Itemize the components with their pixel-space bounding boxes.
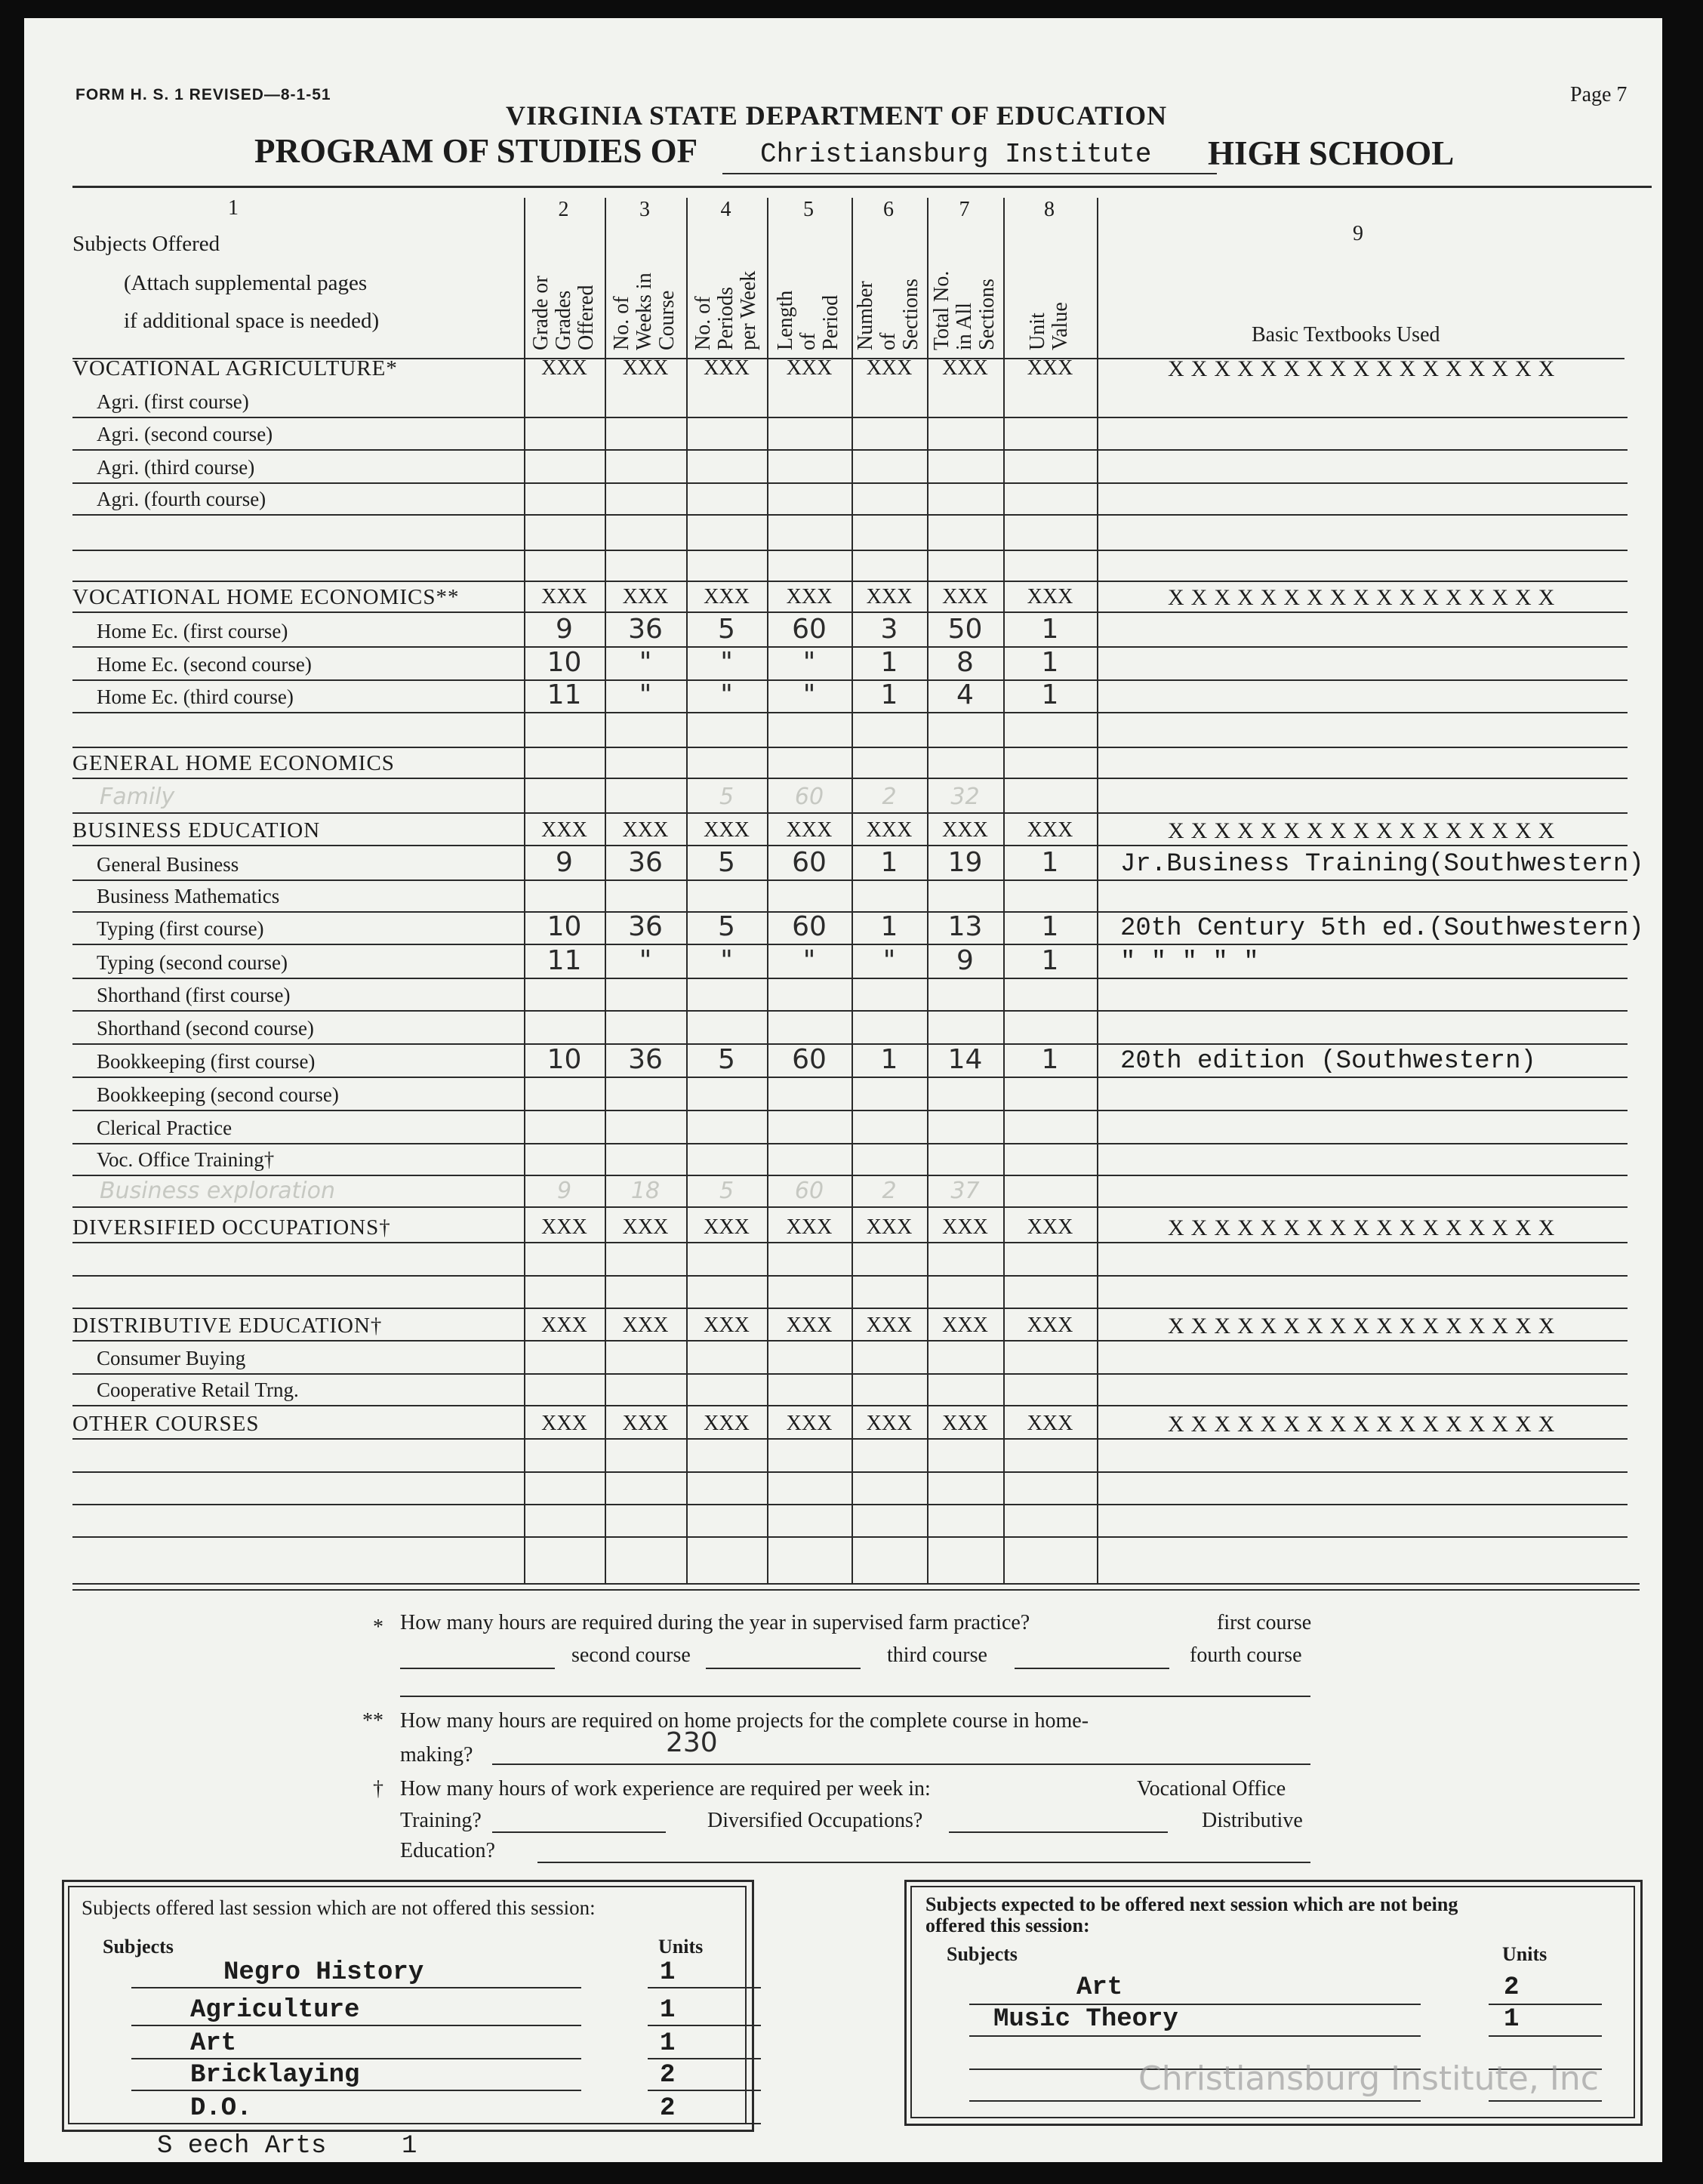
row-cell: 5 <box>718 614 735 645</box>
row-rule <box>72 1077 1628 1078</box>
textbooks-header: Basic Textbooks Used <box>1252 323 1440 347</box>
row-cell: 10 <box>547 911 582 942</box>
row-textbook: XXXXXXXXXXXXXXXXX <box>1168 818 1562 843</box>
faint-row-cell: 18 <box>630 1178 661 1204</box>
header-rule <box>72 186 1652 188</box>
row-cell: 36 <box>628 847 663 878</box>
row-cell: 11 <box>547 679 582 710</box>
q1-fourth-course: fourth course <box>1190 1643 1302 1667</box>
row-rule <box>72 581 1628 582</box>
faint-row-label: Business exploration <box>100 1178 335 1204</box>
next-session-units: 1 <box>1504 2005 1520 2034</box>
col-2-number: 2 <box>558 198 569 221</box>
row-cell: XXX <box>786 356 833 380</box>
row-cell: XXX <box>786 818 833 842</box>
row-rule <box>72 417 1628 418</box>
row-cell: 10 <box>547 1044 582 1075</box>
q3-diversified-blank[interactable] <box>949 1831 1168 1833</box>
row-rule <box>72 646 1628 648</box>
row-cell: 13 <box>947 911 983 942</box>
col-6-number: 6 <box>883 198 894 221</box>
last-session-subjects-label: Subjects <box>103 1936 174 1958</box>
q2-text-2: making? <box>400 1743 473 1767</box>
row-cell: 36 <box>628 911 663 942</box>
last-session-subject-line <box>131 2058 581 2059</box>
row-cell: 1 <box>880 1044 898 1075</box>
last-session-units-label: Units <box>658 1936 704 1958</box>
row-cell: 1 <box>880 679 898 710</box>
row-cell: " <box>802 647 816 678</box>
row-cell: 5 <box>718 847 735 878</box>
row-cell: 1 <box>880 911 898 942</box>
row-cell: 50 <box>947 614 983 645</box>
q1-third-course: third course <box>887 1643 987 1667</box>
row-cell: 8 <box>956 647 974 678</box>
col-4-number: 4 <box>720 198 731 221</box>
row-cell: 1 <box>1041 1044 1059 1075</box>
row-cell: XXX <box>704 585 750 608</box>
last-session-units-line <box>648 1987 761 1988</box>
q1-second-blank[interactable] <box>706 1668 861 1669</box>
row-cell: XXX <box>622 356 669 380</box>
row-cell: XXX <box>541 585 587 608</box>
last-session-subject-line <box>131 2025 581 2026</box>
row-cell: 60 <box>792 847 827 878</box>
column-rule-1 <box>524 198 525 1583</box>
row-rule <box>72 1536 1628 1538</box>
q1-text: How many hours are required during the year in supervised farm practice? <box>400 1611 1030 1634</box>
row-rule <box>72 1175 1628 1176</box>
row-cell: XXX <box>866 585 913 608</box>
col-header-col7-1: in All <box>952 302 976 350</box>
col-3-number: 3 <box>639 198 650 221</box>
row-textbook: Jr.Business Training(Southwestern) <box>1120 850 1644 879</box>
row-rule <box>72 812 1628 814</box>
last-session-subject: Art <box>190 2029 237 2058</box>
row-textbook: " " " " " <box>1120 948 1259 977</box>
col-7-number: 7 <box>959 198 970 221</box>
row-cell: XXX <box>866 1215 913 1239</box>
col-8-number: 8 <box>1044 198 1055 221</box>
row-textbook: 20th Century 5th ed.(Southwestern) <box>1120 914 1644 943</box>
row-cell: XXX <box>1027 356 1073 380</box>
last-session-units: 1 <box>660 1996 676 2025</box>
row-cell: XXX <box>1027 585 1073 608</box>
last-session-subject: D.O. <box>190 2094 252 2123</box>
subjects-note-2: if additional space is needed) <box>124 309 380 333</box>
row-textbook: XXXXXXXXXXXXXXXXX <box>1168 585 1562 610</box>
row-cell: XXX <box>786 1314 833 1337</box>
col-header-col7-2: Sections <box>975 279 999 350</box>
row-cell: 4 <box>956 679 974 710</box>
q2-text: How many hours are required on home projects for the complete course in home- <box>400 1709 1089 1733</box>
row-label: Shorthand (second course) <box>97 1017 314 1040</box>
row-cell: XXX <box>704 356 750 380</box>
row-cell: XXX <box>786 1215 833 1239</box>
row-cell: XXX <box>1027 1215 1073 1239</box>
row-textbook: 20th edition (Southwestern) <box>1120 1047 1536 1076</box>
row-cell: XXX <box>1027 1314 1073 1337</box>
row-cell: 1 <box>1041 911 1059 942</box>
row-cell: 1 <box>1041 647 1059 678</box>
row-cell: 10 <box>547 647 582 678</box>
faint-row-cell: 2 <box>882 1178 897 1204</box>
row-cell: XXX <box>866 818 913 842</box>
row-label: VOCATIONAL AGRICULTURE* <box>72 356 398 380</box>
row-cell: XXX <box>942 1314 988 1337</box>
row-cell: XXX <box>622 818 669 842</box>
row-rule <box>72 1471 1628 1473</box>
row-rule <box>72 482 1628 484</box>
col-1-number: 1 <box>228 196 239 220</box>
q3-education: Education? <box>400 1839 495 1862</box>
department-title: VIRGINIA STATE DEPARTMENT OF EDUCATION <box>506 100 1168 131</box>
row-cell: 14 <box>947 1044 983 1075</box>
row-cell: 1 <box>880 847 898 878</box>
faint-row-cell: 60 <box>794 784 824 810</box>
row-cell: XXX <box>541 1215 587 1239</box>
subjects-note-1: (Attach supplemental pages <box>124 271 368 295</box>
row-label: BUSINESS EDUCATION <box>72 818 321 842</box>
row-cell: 60 <box>792 1044 827 1075</box>
col-header-col4-2: per Week <box>736 270 760 350</box>
watermark: Christiansburg Institute, Inc <box>1138 2059 1599 2098</box>
row-label: Cooperative Retail Trng. <box>97 1378 299 1401</box>
row-rule <box>72 978 1628 979</box>
col-header-col2-0: Grade or <box>528 276 553 350</box>
faint-row-cell: 9 <box>556 1178 572 1204</box>
row-cell: XXX <box>541 356 587 380</box>
page-number: Page 7 <box>1570 83 1628 106</box>
q3-training-blank[interactable] <box>492 1831 666 1833</box>
column-rule-4 <box>767 198 768 1583</box>
row-rule <box>72 1405 1628 1406</box>
row-label: Bookkeeping (first course) <box>97 1050 316 1073</box>
row-cell: XXX <box>622 585 669 608</box>
row-label: Typing (second course) <box>97 951 288 974</box>
q1-extra-blank[interactable] <box>400 1696 1310 1697</box>
last-session-title: Subjects offered last session which are not offered this session: <box>82 1896 596 1919</box>
col-header-col6-1: of <box>876 332 900 350</box>
col-5-number: 5 <box>803 198 814 221</box>
col-header-col3-0: No. of <box>610 296 633 350</box>
last-session-subject-line <box>131 1987 581 1988</box>
col-header-col5-0: Length <box>774 290 797 350</box>
q1-third-blank[interactable] <box>1015 1668 1169 1669</box>
q2-mark: ** <box>362 1709 383 1733</box>
faint-row-cell: 2 <box>882 784 897 810</box>
row-cell: 9 <box>556 614 573 645</box>
row-cell: 36 <box>628 1044 663 1075</box>
last-session-subject: Negro History <box>223 1958 424 1987</box>
last-session-inner-box <box>68 1886 747 2124</box>
col-header-col2-2: Offered <box>574 285 598 350</box>
row-rule <box>72 449 1628 451</box>
last-session-subject-line <box>131 2123 581 2124</box>
row-cell: " <box>802 945 816 976</box>
row-cell: XXX <box>786 585 833 608</box>
row-cell: " <box>639 945 652 976</box>
row-textbook: XXXXXXXXXXXXXXXXX <box>1168 356 1562 381</box>
row-cell: XXX <box>866 1314 913 1337</box>
row-label: Agri. (fourth course) <box>97 488 266 510</box>
speech-arts-units: 1 <box>402 2132 417 2161</box>
col-header-col8-0: Unit <box>1026 313 1049 350</box>
next-session-subject: Art <box>1076 1973 1123 2002</box>
col-header-col8-1: Value <box>1049 302 1072 350</box>
row-label: Agri. (second course) <box>97 423 273 445</box>
row-cell: " <box>639 647 652 678</box>
row-cell: 60 <box>792 911 827 942</box>
last-session-units: 1 <box>660 1958 676 1987</box>
column-rule-6 <box>927 198 928 1583</box>
row-label: Typing (first course) <box>97 917 264 940</box>
last-session-subject-line <box>131 2090 581 2091</box>
row-label: Home Ec. (third course) <box>97 685 294 708</box>
row-label: Home Ec. (first course) <box>97 620 288 642</box>
column-rule-8 <box>1097 198 1098 1583</box>
school-name-line <box>722 173 1217 174</box>
row-rule <box>72 1043 1628 1045</box>
q3-distributive: Distributive <box>1202 1809 1303 1832</box>
row-cell: " <box>720 945 733 976</box>
row-rule <box>72 679 1628 681</box>
table-bottom-rule <box>72 1583 1640 1585</box>
row-rule <box>72 1308 1628 1309</box>
row-rule <box>72 514 1628 516</box>
row-rule <box>72 911 1628 913</box>
program-prefix: PROGRAM OF STUDIES OF <box>254 132 698 170</box>
row-cell: XXX <box>541 1314 587 1337</box>
next-session-units-line <box>1489 2035 1602 2037</box>
last-session-units-line <box>648 2123 761 2124</box>
q3-diversified: Diversified Occupations? <box>707 1809 923 1832</box>
faint-row-cell: 60 <box>794 1178 824 1204</box>
row-cell: 36 <box>628 614 663 645</box>
row-rule <box>72 778 1628 779</box>
faint-row-cell: 5 <box>719 1178 734 1204</box>
row-rule <box>72 944 1628 945</box>
col-9-number: 9 <box>1353 222 1363 245</box>
row-cell: XXX <box>942 1412 988 1435</box>
col-header-col5-2: Period <box>819 294 842 350</box>
last-session-units-line <box>648 2090 761 2091</box>
q1-first-course: first course <box>1217 1611 1312 1634</box>
row-label: Home Ec. (second course) <box>97 653 312 676</box>
row-cell: " <box>720 647 733 678</box>
faint-row-cell: 37 <box>950 1178 980 1204</box>
form-number: FORM H. S. 1 REVISED—8-1-51 <box>75 86 331 103</box>
q2-answer: 230 <box>666 1727 718 1758</box>
table-bottom-rule-2 <box>72 1589 1640 1591</box>
row-label: Clerical Practice <box>97 1117 233 1139</box>
row-cell: 19 <box>947 847 983 878</box>
col-header-col5-1: of <box>796 332 820 350</box>
row-cell: XXX <box>942 1215 988 1239</box>
row-cell: XXX <box>704 818 750 842</box>
q2-blank[interactable] <box>492 1764 1310 1765</box>
row-cell: XXX <box>541 1412 587 1435</box>
row-label: General Business <box>97 853 239 876</box>
row-label: DIVERSIFIED OCCUPATIONS† <box>72 1215 391 1240</box>
row-cell: 1 <box>1041 614 1059 645</box>
last-session-units-line <box>648 2025 761 2026</box>
subjects-offered-title: Subjects Offered <box>72 232 220 256</box>
col-header-col2-1: Grades <box>551 290 575 350</box>
row-cell: XXX <box>866 1412 913 1435</box>
column-rule-5 <box>852 198 853 1583</box>
row-rule <box>72 550 1628 551</box>
row-cell: XXX <box>541 818 587 842</box>
row-rule <box>72 879 1628 881</box>
row-cell: XXX <box>704 1215 750 1239</box>
col-header-col3-1: Weeks in <box>633 273 656 350</box>
next-session-units-line <box>1489 2100 1602 2102</box>
row-cell: 3 <box>880 614 898 645</box>
row-label: Consumer Buying <box>97 1347 246 1369</box>
row-rule <box>72 1110 1628 1111</box>
last-session-subject: Agriculture <box>190 1996 360 2025</box>
last-session-subject: Bricklaying <box>190 2061 360 2090</box>
row-cell: XXX <box>704 1412 750 1435</box>
faint-row-label: Family <box>100 784 175 810</box>
row-rule <box>72 1242 1628 1243</box>
q3-vocational-office: Vocational Office <box>1137 1777 1286 1800</box>
q3-training: Training? <box>400 1809 482 1832</box>
next-session-subject: Music Theory <box>993 2005 1178 2034</box>
last-session-units: 2 <box>660 2061 676 2090</box>
row-label: Voc. Office Training† <box>97 1148 275 1171</box>
row-rule <box>72 1373 1628 1375</box>
row-cell: XXX <box>622 1215 669 1239</box>
row-cell: " <box>802 679 816 710</box>
row-rule <box>72 712 1628 713</box>
last-session-units: 2 <box>660 2094 676 2123</box>
next-session-title-2: offered this session: <box>925 1914 1090 1936</box>
row-rule <box>72 1275 1628 1277</box>
row-cell: 1 <box>880 647 898 678</box>
row-cell: XXX <box>786 1412 833 1435</box>
column-rule-3 <box>686 198 688 1583</box>
column-rule-7 <box>1003 198 1005 1583</box>
row-label: Agri. (third course) <box>97 456 255 479</box>
row-cell: 11 <box>547 945 582 976</box>
q1-first-blank[interactable] <box>400 1668 555 1669</box>
column-rule-2 <box>605 198 606 1583</box>
row-cell: 5 <box>718 911 735 942</box>
q3-education-blank[interactable] <box>537 1862 1310 1863</box>
row-cell: XXX <box>1027 818 1073 842</box>
row-label: OTHER COURSES <box>72 1412 260 1436</box>
last-session-units: 1 <box>660 2029 676 2058</box>
next-session-units-label: Units <box>1502 1943 1547 1965</box>
col-header-col4-0: No. of <box>691 296 715 350</box>
row-rule <box>72 1504 1628 1505</box>
row-cell: 1 <box>1041 945 1059 976</box>
q1-mark: * <box>373 1616 383 1639</box>
row-rule <box>72 747 1628 748</box>
row-rule <box>72 845 1628 846</box>
next-session-title-1: Subjects expected to be offered next session which are not being <box>925 1893 1458 1915</box>
row-cell: 9 <box>956 945 974 976</box>
row-label: VOCATIONAL HOME ECONOMICS** <box>72 585 460 609</box>
school-name: Christiansburg Institute <box>760 139 1152 170</box>
row-label: Agri. (first course) <box>97 390 249 413</box>
row-label: GENERAL HOME ECONOMICS <box>72 751 395 775</box>
row-cell: XXX <box>704 1314 750 1337</box>
row-rule <box>72 1206 1628 1208</box>
q1-second-course: second course <box>571 1643 691 1667</box>
program-suffix: HIGH SCHOOL <box>1208 134 1455 172</box>
row-cell: 60 <box>792 614 827 645</box>
q3-mark: † <box>373 1777 383 1800</box>
col-header-col3-2: Course <box>655 290 679 350</box>
row-label: DISTRIBUTIVE EDUCATION† <box>72 1314 383 1338</box>
row-rule <box>72 1143 1628 1144</box>
row-cell: XXX <box>622 1314 669 1337</box>
row-cell: 5 <box>718 1044 735 1075</box>
row-cell: 9 <box>556 847 573 878</box>
last-session-units-line <box>648 2058 761 2059</box>
row-rule <box>72 1340 1628 1342</box>
row-cell: XXX <box>1027 1412 1073 1435</box>
next-session-units: 2 <box>1504 1973 1520 2002</box>
q3-text: How many hours of work experience are required per week in: <box>400 1777 931 1800</box>
row-cell: XXX <box>942 585 988 608</box>
faint-row-cell: 5 <box>719 784 734 810</box>
next-session-subject-line <box>969 2100 1421 2102</box>
row-label: Business Mathematics <box>97 885 280 907</box>
row-cell: 1 <box>1041 847 1059 878</box>
row-label: Shorthand (first course) <box>97 984 291 1006</box>
row-cell: " <box>882 945 896 976</box>
row-cell: " <box>720 679 733 710</box>
col-header-col4-1: Periods <box>713 287 738 350</box>
next-session-subject-line <box>969 2035 1421 2037</box>
row-label: Bookkeeping (second course) <box>97 1083 339 1106</box>
col-header-col6-0: Number <box>854 281 877 350</box>
row-cell: XXX <box>942 818 988 842</box>
row-rule <box>72 1438 1628 1440</box>
faint-row-cell: 32 <box>950 784 980 810</box>
row-rule <box>72 1010 1628 1012</box>
row-rule <box>72 611 1628 613</box>
row-cell: " <box>639 679 652 710</box>
row-textbook: XXXXXXXXXXXXXXXXX <box>1168 1412 1562 1437</box>
row-cell: XXX <box>942 356 988 380</box>
row-textbook: XXXXXXXXXXXXXXXXX <box>1168 1314 1562 1338</box>
row-cell: XXX <box>866 356 913 380</box>
speech-arts-entry: S eech Arts <box>157 2132 327 2161</box>
row-cell: XXX <box>622 1412 669 1435</box>
col-header-col7-0: Total No. <box>929 270 953 350</box>
row-cell: 1 <box>1041 679 1059 710</box>
col-header-col6-2: Sections <box>899 279 922 350</box>
next-session-subjects-label: Subjects <box>947 1943 1018 1965</box>
row-textbook: XXXXXXXXXXXXXXXXX <box>1168 1215 1562 1240</box>
form-page <box>24 18 1662 2162</box>
